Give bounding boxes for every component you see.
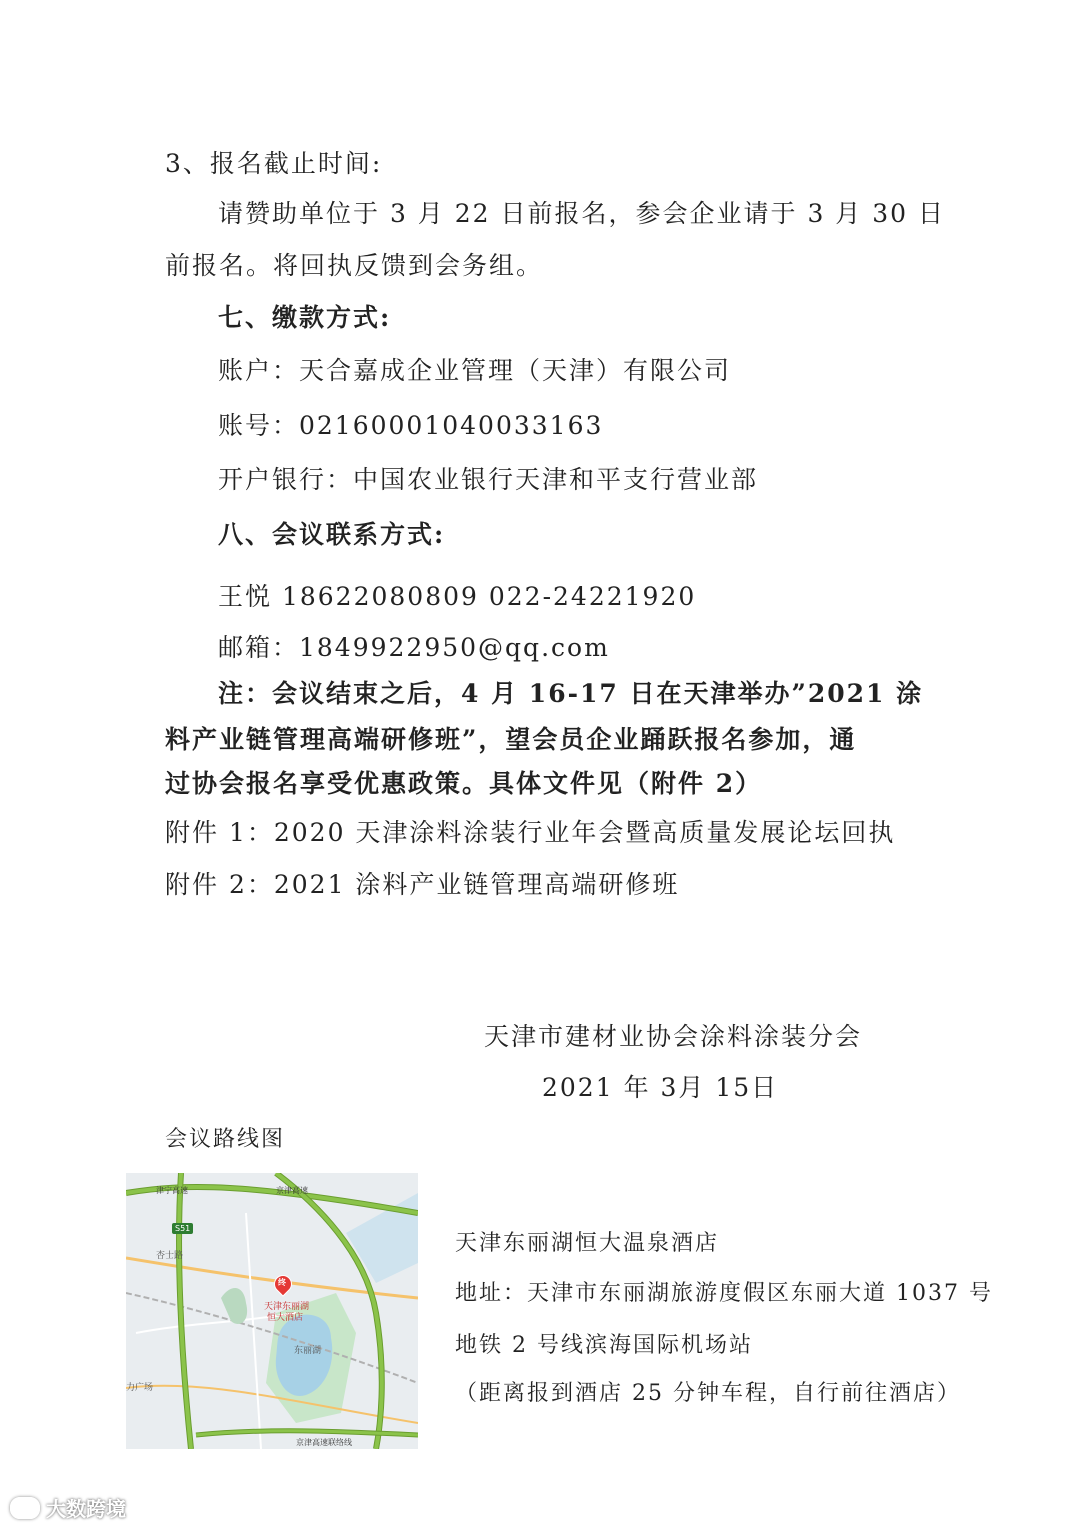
hotel-name: 天津东丽湖恒大温泉酒店	[455, 1231, 720, 1256]
watermark	[10, 1493, 126, 1522]
map-label-jinghu: 京津高速	[276, 1186, 308, 1195]
watermark-text: 大数跨境	[46, 1497, 126, 1521]
bank-name: 开户银行：中国农业银行天津和平支行营业部	[218, 465, 759, 494]
deadline-heading: 3、报名截止时间:	[165, 149, 383, 178]
hotel-address: 地址：天津市东丽湖旅游度假区东丽大道 1037 号	[455, 1281, 993, 1306]
map-label-place1: 杏士路	[156, 1251, 184, 1261]
route-title: 会议路线图	[165, 1127, 286, 1152]
deadline-text-line2: 前报名。将回执反馈到会务组。	[165, 251, 544, 280]
map-label-lake: 东丽湖	[294, 1346, 322, 1356]
map-label-place2: 力广场	[126, 1383, 154, 1393]
watermark-logo-icon	[10, 1497, 40, 1519]
account-name: 账户：天合嘉成企业管理（天津）有限公司	[218, 356, 732, 385]
contact-heading: 八、会议联系方式:	[218, 520, 446, 549]
contact-phone: 王悦 18622080809 022-24221920	[218, 582, 697, 611]
signature-org: 天津市建材业协会涂料涂装分会	[484, 1022, 863, 1051]
contact-email: 邮箱：1849922950@qq.com	[218, 633, 610, 662]
pin-badge: 终	[278, 1278, 286, 1287]
map-label-hotel-1: 天津东丽湖	[264, 1302, 310, 1312]
route-map	[126, 1173, 418, 1449]
highway-shield-icon: S51	[172, 1223, 193, 1234]
deadline-text-line1: 请赞助单位于 3 月 22 日前报名，参会企业请于 3 月 30 日	[218, 199, 946, 228]
account-number: 账号：02160001040033163	[218, 411, 604, 440]
note-line1: 注：会议结束之后，4 月 16-17 日在天津举办”2021 涂	[218, 679, 924, 708]
map-label-ring: 京津高速联络线	[296, 1438, 352, 1447]
attachment-2: 附件 2：2021 涂料产业链管理高端研修班	[165, 870, 680, 899]
note-line2: 料产业链管理高端研修班”，望会员企业踊跃报名参加，通	[165, 725, 857, 754]
attachment-1: 附件 1：2020 天津涂料涂装行业年会暨高质量发展论坛回执	[165, 818, 896, 847]
metro-info: 地铁 2 号线滨海国际机场站	[455, 1333, 753, 1358]
map-label-hotel-2: 恒大酒店	[267, 1313, 304, 1323]
map-label-jinning: 津宁高速	[156, 1186, 188, 1195]
signature-date: 2021 年 3月 15日	[542, 1073, 779, 1102]
payment-heading: 七、缴款方式:	[218, 303, 392, 332]
distance-info: （距离报到酒店 25 分钟车程，自行前往酒店）	[455, 1381, 961, 1406]
note-line3: 过协会报名享受优惠政策。具体文件见（附件 2）	[165, 769, 763, 798]
